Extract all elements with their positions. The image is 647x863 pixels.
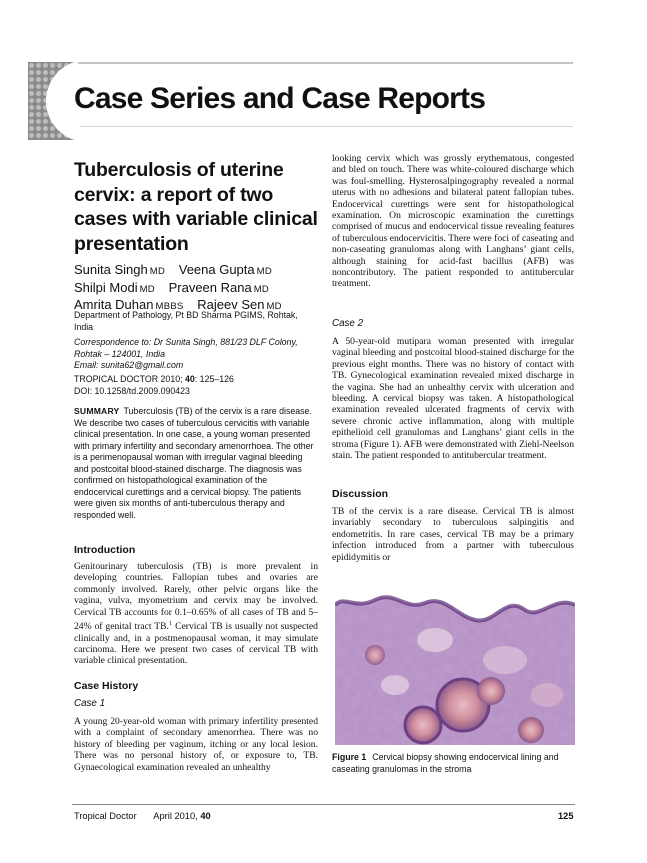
correspondence: Correspondence to: Dr Sunita Singh, 881/23 DLF Colony, Rohtak – 124001, India: [74, 337, 298, 359]
email: Email: sunita62@gmail.com: [74, 360, 184, 370]
article-title: Tuberculosis of uterine cervix: a report of two cases with variable clinical presentation: [74, 159, 318, 255]
citation-year: 2010;: [160, 374, 183, 384]
case1-heading: Case 1: [74, 698, 106, 709]
citation-pages: : 125–126: [194, 374, 234, 384]
author-degree: MD: [266, 301, 282, 312]
author-degree: MBBS: [155, 301, 184, 312]
introduction-heading: Introduction: [74, 544, 136, 556]
citation-volume: 40: [185, 374, 195, 384]
citation-journal: TROPICAL DOCTOR: [74, 374, 159, 384]
correspondence-block: [74, 337, 318, 372]
author-name: Rajeev Sen: [197, 297, 265, 312]
author-list: [74, 262, 318, 315]
author-degree: MD: [256, 266, 273, 277]
author-name: Praveen Rana: [168, 279, 252, 295]
header-bottom-rule: [80, 126, 573, 127]
case2-heading: Case 2: [332, 318, 364, 329]
discussion-text: TB of the cervix is a rare disease. Cervical TB is almost invariably secondary to tuberculous salpingitis and endometritis. In rare cases, cervical TB may be a primary infection introduced from a partner with tuberculous epididymitis or: [332, 506, 574, 563]
case2-text: A 50-year-old mutipara woman presented with irregular vaginal bleeding and postcoital blood-stained discharge for the previous eight months. There was no history of contact with TB. Gynecological examination revealed mixed discharge in the vagina. She had an unhealthy cervix with ulceration and bleeding. A cervical biopsy was taken. A histopathological examination revealed ulcerated fragments of cervix with severe chronic active inflammation, along with multiple epithelioid cell granulomas and Langhans’ giant cells in the stroma (Figure 1). AFB were demonstrated with Ziehl-Neelson stain. The patient responded to antitubercular treatment.: [332, 336, 574, 462]
footer-volume: 40: [200, 811, 211, 821]
footer-date: April 2010,: [153, 811, 198, 821]
affiliation: Department of Pathology, Pt BD Sharma PGIMS, Rohtak, India: [74, 310, 298, 332]
author-name: Shilpi Modi: [74, 279, 138, 295]
footer-rule: [72, 804, 575, 805]
discussion-heading: Discussion: [332, 488, 389, 500]
figure-1-micrograph: [335, 565, 575, 745]
case-history-heading: Case History: [74, 680, 139, 692]
author-degree: MD: [149, 266, 166, 277]
citation-ref: 1: [168, 620, 173, 628]
footer-journal: Tropical Doctor: [74, 811, 137, 821]
author-name: Veena Gupta: [178, 262, 255, 277]
micrograph-image: [335, 565, 575, 745]
case1-continued-text: looking cervix which was grossly erythematous, congested and bled on touch. There was white-coloured discharge which was foul-smelling. Hysterosalpingography revealed a normal uterus with no adhesions and bilateral patent fallopian tubes. Endocervical curettings were sent for histopathological examination. On microscopic examination the curettings comprised of mucus and endocervical tissue revealing features of tuberculous endocervicitis. There were foci of caseating and non-caseating granulomas along with Langhans’ giant cells, although staining for acid-fast bacillus (AFB) was noncontributory. The patient responded to antitubercular treatment.: [332, 153, 574, 290]
footer-journal-info: [74, 811, 211, 821]
introduction-text: [74, 561, 318, 667]
summary: [74, 406, 318, 521]
section-title: Case Series and Case Reports: [74, 82, 486, 115]
author-name: Amrita Duhan: [74, 297, 154, 312]
summary-label: SUMMARY: [74, 406, 120, 416]
figure-caption-text: Cervical biopsy showing endocervical lining and caseating granulomas in the stroma: [332, 752, 559, 774]
introduction-text-part1: Genitourinary tuberculosis (TB) is more prevalent in developing countries. Fallopian tubes and ovaries are commonly involved. Rarely, other pelvic organs like the vagina, vulva, myometrium and cervix may be involved. Cervical TB accounts for 0.1–0.65% of all cases of TB and 5–24% of genital tract TB.: [74, 561, 318, 633]
citation-block: [74, 374, 318, 397]
author-name: Sunita Singh: [74, 262, 148, 277]
figure-caption: [332, 752, 574, 775]
figure-label: Figure 1: [332, 752, 367, 762]
case1-text: A young 20-year-old woman with primary infertility presented with a complaint of secondary amenorrhea. There was no history of bleeding per vaginum, itching or any local lesion. There was no personal history of, or exposure to, TB. Gynaecological examination revealed an unhealthy: [74, 716, 318, 773]
page-number: 125: [558, 811, 574, 821]
introduction-text-part2: Cervical TB is usually not suspected clinically and, in a postmenopausal woman, it may simulate carcinoma. Here we present two cases of cervical TB with variable clinical presentation.: [74, 621, 318, 667]
author-degree: MD: [139, 283, 155, 295]
doi: DOI: 10.1258/td.2009.090423: [74, 385, 190, 396]
author-degree: MD: [253, 283, 270, 295]
summary-text: Tuberculosis (TB) of the cervix is a rare disease. We describe two cases of tuberculous cervicitis with variable clinical presentation. In one case, a young woman presented with primary infertility and secondary amenorrhoea. The other is a perimenopausal woman with irregular vaginal bleeding and postcoital blood-stained discharge. The diagnosis was confirmed on histopathological examination of the endocervical curettings and a cervical biopsy. The patients were given six months of anti-tuberculous therapy and responded well.: [74, 406, 314, 520]
header-top-rule: [78, 62, 573, 64]
